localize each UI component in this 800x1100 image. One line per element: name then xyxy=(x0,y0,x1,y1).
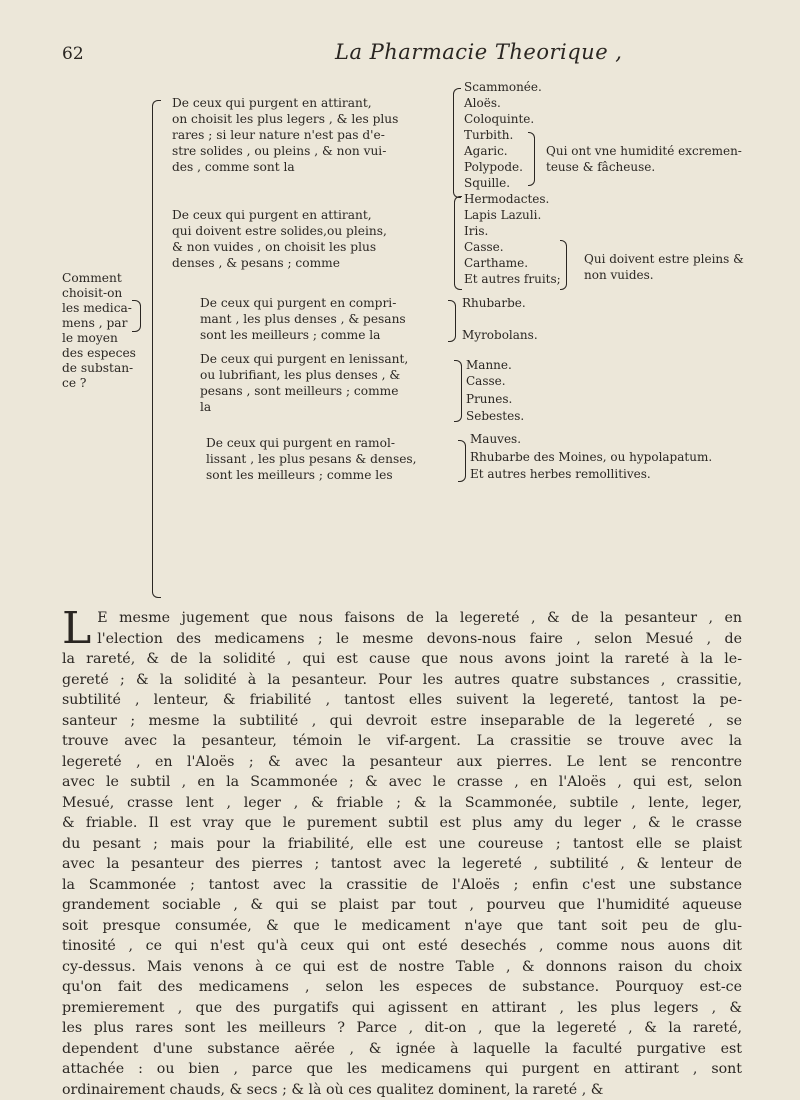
master-brace xyxy=(152,100,161,598)
group-desc-line: des , comme sont la xyxy=(172,160,295,175)
body-line: les plus rares sont les meilleurs ? Parce , dit-on , que la legereté , & la rareté, xyxy=(62,1018,742,1039)
body-line: dependent d'une substance aërée , & ignée à laquelle la faculté purgative est xyxy=(62,1039,742,1060)
drug-item: Et autres fruits; xyxy=(464,272,561,287)
drug-item: Lapis Lazuli. xyxy=(464,208,541,223)
body-line: la rareté, & de la solidité , qui est cause que nous avons joint la rareté à la le- xyxy=(62,649,742,670)
group-desc-line: pesans , sont meilleurs ; comme xyxy=(200,384,398,399)
group-desc-line: on choisit les plus legers , & les plus xyxy=(172,112,398,127)
drug-item: Agaric. xyxy=(464,144,508,159)
margin-note-line: Comment xyxy=(62,271,122,286)
body-line: la Scammonée ; tantost avec la crassitie de l'Aloës ; enfin c'est une substance xyxy=(62,875,742,896)
margin-note-line: le moyen xyxy=(62,331,118,346)
margin-note-line: mens , par xyxy=(62,316,127,331)
drop-cap: L xyxy=(62,610,91,648)
drug-item: Carthame. xyxy=(464,256,528,271)
group-desc-line: la xyxy=(200,400,211,415)
group-brace xyxy=(454,196,462,290)
body-line: tinosité , ce qui n'est qu'à ceux qui ont esté desechés , comme nous auons dit xyxy=(62,936,742,957)
group-note-line: Qui ont vne humidité excremen- xyxy=(546,144,742,159)
group-desc-line: denses , & pesans ; comme xyxy=(172,256,340,271)
margin-note-line: les medica- xyxy=(62,301,132,316)
group-desc-line: De ceux qui purgent en lenissant, xyxy=(200,352,408,367)
group-brace xyxy=(448,300,456,342)
drug-item: Aloës. xyxy=(464,96,501,111)
group-brace xyxy=(458,440,466,482)
group-desc-line: De ceux qui purgent en ramol- xyxy=(206,436,395,451)
group-brace xyxy=(454,360,462,422)
group-desc-line: De ceux qui purgent en attirant, xyxy=(172,96,372,111)
group-desc-line: lissant , les plus pesans & denses, xyxy=(206,452,417,467)
group-desc-line: mant , les plus denses , & pesans xyxy=(200,312,406,327)
body-line: avec la pesanteur des pierres ; tantost avec la legereté , subtilité , & lenteur de xyxy=(62,854,742,875)
body-line: trouve avec la pesanteur, témoin le vif-argent. La crassitie se trouve avec la xyxy=(62,731,742,752)
drug-item: Manne. xyxy=(466,358,512,373)
drug-item: Et autres herbes remollitives. xyxy=(470,467,651,482)
body-line: & friable. Il est vray que le purement subtil est plus amy du leger , & le crasse xyxy=(62,813,742,834)
margin-note-line: choisit-on xyxy=(62,286,122,301)
drug-item: Casse. xyxy=(466,374,506,389)
drug-item: Casse. xyxy=(464,240,504,255)
items-brace xyxy=(560,240,567,290)
group-desc-line: qui doivent estre solides,ou pleins, xyxy=(172,224,387,239)
margin-note-line: des especes xyxy=(62,346,136,361)
group-desc-line: stre solides , ou pleins , & non vui- xyxy=(172,144,386,159)
body-line: l'election des medicamens ; le mesme devons-nous faire , selon Mesué , de xyxy=(97,629,742,650)
margin-note-line: ce ? xyxy=(62,376,86,391)
drug-item: Prunes. xyxy=(466,392,512,407)
page-number: 62 xyxy=(62,44,84,64)
drug-item: Polypode. xyxy=(464,160,523,175)
body-line: Mesué, crasse lent , leger , & friable ; & la Scammonée, subtile , lente, leger, xyxy=(62,793,742,814)
drug-item: Squille. xyxy=(464,176,510,191)
body-line: soit presque consumée, & que le medicament n'aye que tant soit peu de glu- xyxy=(62,916,742,937)
drug-item: Coloquinte. xyxy=(464,112,534,127)
group-desc-line: rares ; si leur nature n'est pas d'e- xyxy=(172,128,385,143)
group-brace xyxy=(453,88,461,198)
body-line: ordinairement chauds, & secs ; & là où ces qualitez dominent, la rareté , & xyxy=(62,1080,742,1100)
group-desc-line: & non vuides , on choisit les plus xyxy=(172,240,376,255)
body-line: legereté , en l'Aloës ; & avec la pesanteur aux pierres. Le lent se rencontre xyxy=(62,752,742,773)
drug-item: Iris. xyxy=(464,224,488,239)
body-line: premierement , que des purgatifs qui agissent en attirant , les plus legers , & xyxy=(62,998,742,1019)
body-line: grandement sociable , & qui se plaist par tout , pourveu que l'humidité aqueuse xyxy=(62,895,742,916)
body-line: avec le subtil , en la Scammonée ; & avec le crasse , en l'Aloës , qui est, selon xyxy=(62,772,742,793)
body-line: subtilité , lenteur, & friabilité , tantost elles suivent la legereté, tantost la pe- xyxy=(62,690,742,711)
body-line: qu'on fait des medicamens , selon les especes de substance. Pourquoy est-ce xyxy=(62,977,742,998)
group-desc-line: sont les meilleurs ; comme les xyxy=(206,468,393,483)
drug-item: Sebestes. xyxy=(466,409,524,424)
body-line: santeur ; mesme la subtilité , qui devroit estre inseparable de la legereté , se xyxy=(62,711,742,732)
drug-item: Rhubarbe des Moines, ou hypolapatum. xyxy=(470,450,712,465)
body-paragraph xyxy=(62,608,742,1100)
body-line: du pesant ; mais pour la friabilité, elle est une coureuse ; tantost elle se plaist xyxy=(62,834,742,855)
group-note-line: teuse & fâcheuse. xyxy=(546,160,655,175)
drug-item: Rhubarbe. xyxy=(462,296,526,311)
group-desc-line: De ceux qui purgent en compri- xyxy=(200,296,396,311)
body-line: E mesme jugement que nous faisons de la legereté , & de la pesanteur , en xyxy=(97,608,742,629)
body-line: attachée : ou bien , parce que les medicamens qui purgent en attirant , sont xyxy=(62,1059,742,1080)
running-title: La Pharmacie Theorique , xyxy=(335,40,622,64)
margin-note-line: de substan- xyxy=(62,361,133,376)
drug-item: Myrobolans. xyxy=(462,328,538,343)
body-line: cy-dessus. Mais venons à ce qui est de nostre Table , & donnons raison du choix xyxy=(62,957,742,978)
drug-item: Scammonée. xyxy=(464,80,542,95)
drug-item: Hermodactes. xyxy=(464,192,549,207)
group-desc-line: De ceux qui purgent en attirant, xyxy=(172,208,372,223)
group-note-line: Qui doivent estre pleins & xyxy=(584,252,744,267)
body-line: gereté ; & la solidité à la pesanteur. Pour les autres quatre substances , crassitie, xyxy=(62,670,742,691)
group-desc-line: sont les meilleurs ; comme la xyxy=(200,328,380,343)
items-brace xyxy=(528,132,535,186)
group-note-line: non vuides. xyxy=(584,268,654,283)
group-desc-line: ou lubrifiant, les plus denses , & xyxy=(200,368,400,383)
drug-item: Mauves. xyxy=(470,432,521,447)
drug-item: Turbith. xyxy=(464,128,513,143)
margin-brace xyxy=(132,300,141,332)
